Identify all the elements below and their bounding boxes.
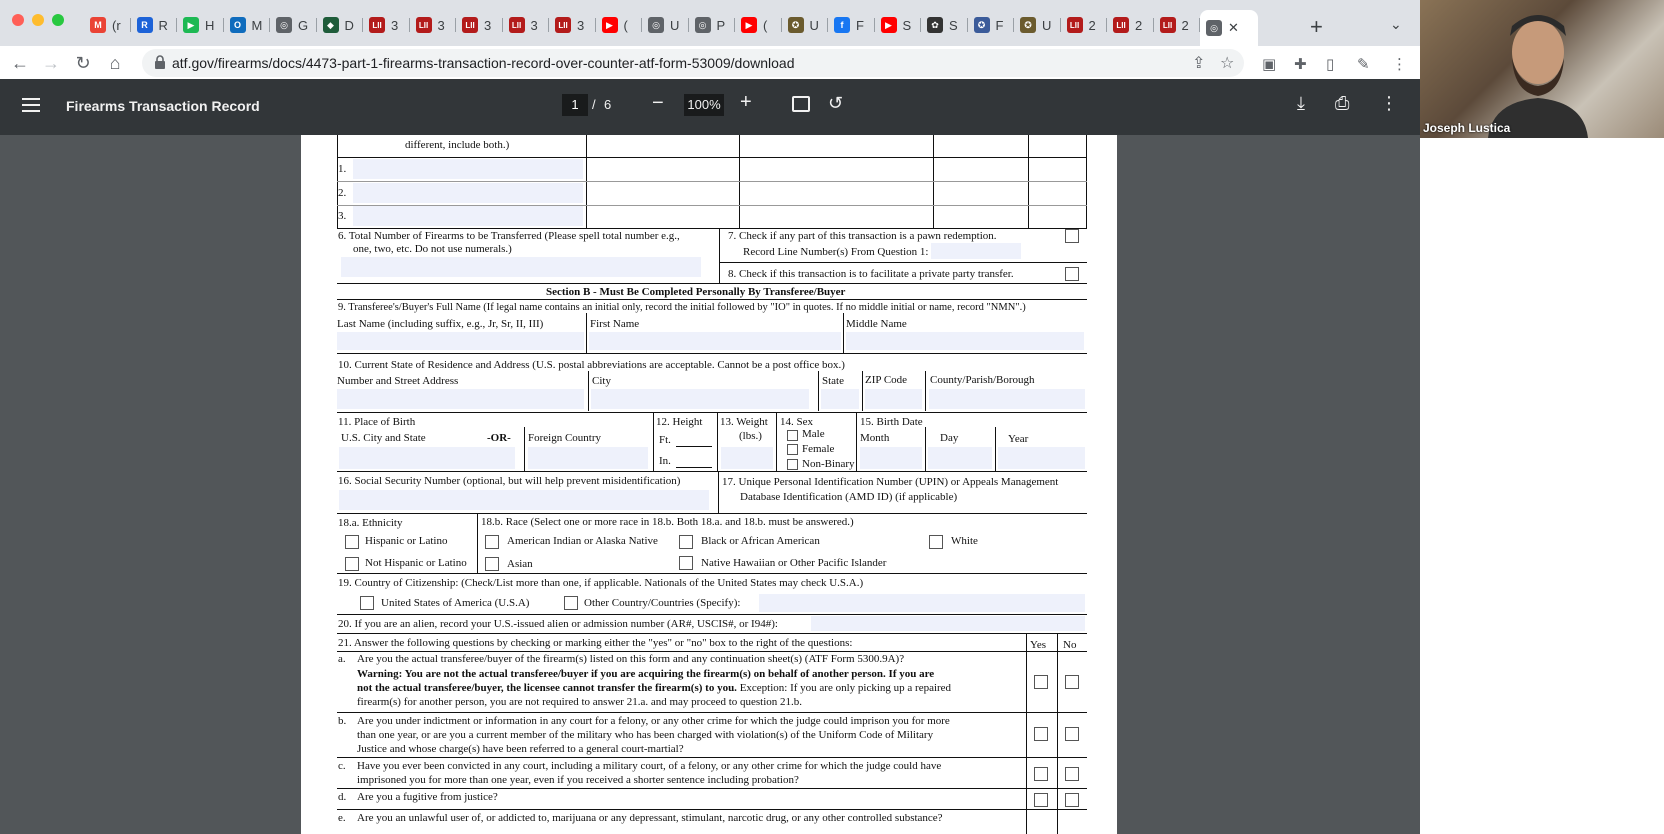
q18b-label: 18.b. Race (Select one or more race in 18.b. Both 18.a. and 18.b. must be answered.) xyxy=(481,516,854,528)
row-label: 3. xyxy=(338,210,347,222)
active-browser-tab[interactable] xyxy=(1200,10,1258,46)
lii-icon: LII xyxy=(462,17,478,33)
extension-icon[interactable]: ▣ xyxy=(1262,56,1277,73)
race-option-label: Black or African American xyxy=(701,535,820,547)
race-pacific-islander-checkbox[interactable] xyxy=(679,556,693,570)
seal-icon: ✪ xyxy=(1020,17,1036,33)
q7-record-line-field[interactable] xyxy=(931,243,1021,259)
race-option-label: Asian xyxy=(507,558,533,570)
race-option-label: American Indian or Alaska Native xyxy=(507,535,658,547)
q21a-yes-checkbox[interactable] xyxy=(1034,675,1048,689)
bookmark-star-icon[interactable]: ☆ xyxy=(1220,55,1235,72)
q21d-letter: d. xyxy=(338,791,347,803)
globe-icon: ◎ xyxy=(648,17,664,33)
tab-title: U xyxy=(1042,17,1052,33)
tab-title: S xyxy=(949,17,958,33)
youtube-icon: ▶ xyxy=(881,17,897,33)
document-title: Firearms Transaction Record xyxy=(66,98,260,114)
new-tab-button[interactable]: + xyxy=(1310,14,1323,39)
q19-usa-label: United States of America (U.S.A) xyxy=(381,597,530,609)
browser-window xyxy=(0,0,1420,79)
side-pane xyxy=(1420,138,1664,834)
section-b-heading: Section B - Must Be Completed Personally By Transferee/Buyer xyxy=(546,286,846,298)
browser-tab[interactable] xyxy=(782,10,829,40)
q6-label: 6. Total Number of Firearms to be Transferred (Please spell total number e.g., xyxy=(338,230,680,242)
row-label: 2. xyxy=(338,187,347,199)
tab-title: H xyxy=(205,17,215,33)
row-label: 1. xyxy=(338,163,347,175)
sex-option-label: Non-Binary xyxy=(802,458,855,470)
first-name-field[interactable] xyxy=(589,332,841,350)
tab-title: 3 xyxy=(391,17,399,33)
puzzle-icon[interactable]: ✚ xyxy=(1294,56,1307,73)
q21a-warning: Warning: You are not the actual transferee/buyer if you are acquiring the firearm(s) on behalf of another person. If you are xyxy=(357,668,935,680)
q21a-warning-bold: not the actual transferee/buyer, the licensee cannot transfer the firearm(s) to you. xyxy=(357,682,737,694)
browser-tab[interactable] xyxy=(177,10,224,40)
q21e-text: Are you an unlawful user of, or addicted to, marijuana or any depressant, stimulant, narcotic drug, or any other controlled substance? xyxy=(357,812,943,824)
q21b-text: Are you under indictment or information in any court for a felony, or any other crime for which the judge could imprison you for more xyxy=(357,715,950,727)
q21c-no-checkbox[interactable] xyxy=(1065,767,1079,781)
ethnicity-option-label: Not Hispanic or Latino xyxy=(365,557,467,569)
browser-tab[interactable] xyxy=(317,10,364,40)
browser-tab[interactable] xyxy=(84,10,131,40)
minimize-window-button[interactable] xyxy=(32,14,44,26)
q21b-text-3: Justice and whose charge(s) have been referred to a general court-martial? xyxy=(357,743,684,755)
eyedropper-icon[interactable]: ✎ xyxy=(1357,56,1370,73)
tab-title: G xyxy=(298,17,309,33)
browser-tab[interactable] xyxy=(1107,10,1154,40)
q8-label: 8. Check if this transaction is to facilitate a private party transfer. xyxy=(728,268,1014,280)
tab-title: ( xyxy=(763,17,768,33)
browser-tab[interactable] xyxy=(456,10,503,40)
forward-icon[interactable]: → xyxy=(42,53,60,73)
q9-middle-label: Middle Name xyxy=(846,318,907,330)
q21a-text: Are you the actual transferee/buyer of the firearm(s) listed on this form and any continuation sheet(s) (ATF Form 5300.9A)? xyxy=(357,653,905,665)
lii-icon: LII xyxy=(555,17,571,33)
gmail-icon: M xyxy=(90,17,106,33)
q21d-yes-checkbox[interactable] xyxy=(1034,793,1048,807)
globe-icon: ◎ xyxy=(1206,20,1222,36)
reload-icon[interactable]: ↻ xyxy=(75,53,91,73)
birth-month-field[interactable] xyxy=(860,447,922,469)
q21c-yes-checkbox[interactable] xyxy=(1034,767,1048,781)
tab-title: D xyxy=(344,17,354,33)
other-country-field[interactable] xyxy=(759,594,1085,612)
q21a-text-4: firearm(s) for another person, you are not required to answer 21.a. and may proceed to question 21.b. xyxy=(357,696,803,708)
browser-tab[interactable] xyxy=(596,10,643,40)
q6-label-2: one, two, etc. Do not use numerals.) xyxy=(353,243,512,255)
facebook-icon: f xyxy=(834,17,850,33)
globe-icon: ◎ xyxy=(695,17,711,33)
q20-label: 20. If you are an alien, record your U.S.-issued alien or admission number (AR#, USCIS#, or I94#): xyxy=(338,618,778,630)
q15-day-label: Day xyxy=(940,432,959,444)
q21b-yes-checkbox[interactable] xyxy=(1034,727,1048,741)
close-tab-icon[interactable]: ✕ xyxy=(1228,20,1239,35)
pdf-toolbar xyxy=(0,79,1420,135)
q13-label: 13. Weight xyxy=(720,416,768,428)
tab-title: 2 xyxy=(1135,17,1143,33)
shield-icon: ◆ xyxy=(323,17,339,33)
q21e-letter: e. xyxy=(338,812,346,824)
tab-title: 3 xyxy=(577,17,585,33)
birth-city-state-field[interactable] xyxy=(339,447,515,469)
sex-option-label: Female xyxy=(802,443,835,455)
browser-tab[interactable] xyxy=(224,10,271,40)
zoom-in-button[interactable]: + xyxy=(740,91,752,113)
more-options-icon[interactable]: ⋮ xyxy=(1380,93,1398,113)
tab-title: R xyxy=(158,17,168,33)
q21d-text: Are you a fugitive from justice? xyxy=(357,791,498,803)
maximize-window-button[interactable] xyxy=(52,14,64,26)
firearm-row-2-field[interactable] xyxy=(353,183,583,203)
side-panel-icon[interactable]: ▯ xyxy=(1326,56,1335,73)
tab-strip xyxy=(0,0,1420,46)
yes-column-header: Yes xyxy=(1030,639,1047,651)
q21a-warning-2 xyxy=(357,682,951,695)
page-total: 6 xyxy=(604,97,612,112)
q9-label: 9. Transferee's/Buyer's Full Name (If legal name contains an initial only, record the initial followed by "IO" in quotes. If no middle initial or name, record "NMN".) xyxy=(338,302,1026,313)
tab-title: (r xyxy=(112,17,121,33)
firearm-row-1-field[interactable] xyxy=(353,159,583,179)
q12-ft-label: Ft. xyxy=(659,434,671,446)
q21a-letter: a. xyxy=(338,653,346,665)
birth-year-field[interactable] xyxy=(998,447,1085,469)
lii-icon: LII xyxy=(416,17,432,33)
q10-county-label: County/Parish/Borough xyxy=(930,374,1035,386)
address-bar[interactable] xyxy=(142,49,1244,77)
browser-tab[interactable] xyxy=(1154,10,1201,40)
back-icon[interactable]: ← xyxy=(11,53,29,73)
q12-in-label: In. xyxy=(659,455,671,467)
tab-title: S xyxy=(902,17,912,33)
q15-label: 15. Birth Date xyxy=(860,416,923,428)
youtube-icon: ▶ xyxy=(741,17,757,33)
browser-tab[interactable] xyxy=(735,10,782,40)
browser-tab[interactable] xyxy=(875,10,922,40)
rotate-icon[interactable]: ↺ xyxy=(828,93,844,113)
state-field[interactable] xyxy=(821,389,859,409)
browser-toolbar xyxy=(0,46,1420,79)
browser-tab[interactable] xyxy=(921,10,968,40)
q21c-text-2: imprisoned you for more than one year, even if you received a shorter sentence including probation? xyxy=(357,774,799,786)
race-black-checkbox[interactable] xyxy=(679,535,693,549)
tab-search-icon[interactable]: ⌄ xyxy=(1390,16,1402,32)
download-icon[interactable]: ⤓ xyxy=(1297,93,1305,113)
browser-tab[interactable] xyxy=(503,10,550,40)
q19-other-label: Other Country/Countries (Specify): xyxy=(584,597,741,609)
browser-tab[interactable] xyxy=(689,10,736,40)
zoom-out-button[interactable]: − xyxy=(652,92,664,114)
person-icon xyxy=(1478,6,1598,138)
q15-year-label: Year xyxy=(1008,433,1029,445)
page-number-input[interactable]: 1 xyxy=(562,94,588,116)
race-option-label: Native Hawaiian or Other Pacific Islander xyxy=(701,557,887,569)
seal-icon: ✪ xyxy=(788,17,804,33)
browser-tab[interactable] xyxy=(363,10,410,40)
q10-label: 10. Current State of Residence and Address (U.S. postal abbreviations are acceptable. Cannot be a post office box.) xyxy=(338,359,845,371)
close-window-button[interactable] xyxy=(12,14,24,26)
tab-title: U xyxy=(670,17,680,33)
q11-label: 11. Place of Birth xyxy=(338,416,416,428)
street-address-field[interactable] xyxy=(337,389,584,409)
q11-foreign-label: Foreign Country xyxy=(528,432,602,444)
lii-icon: LII xyxy=(509,17,525,33)
zoom-level-input[interactable]: 100% xyxy=(684,94,724,116)
citizenship-usa-checkbox[interactable] xyxy=(360,596,374,610)
q10-zip-label: ZIP Code xyxy=(865,374,908,386)
q21b-no-checkbox[interactable] xyxy=(1065,727,1079,741)
q21a-exception: Exception: If you are only picking up a repaired xyxy=(736,682,952,694)
tab-title: P xyxy=(716,17,726,33)
participant-name: Joseph Lustica xyxy=(1423,121,1511,135)
county-field[interactable] xyxy=(929,389,1085,409)
q12-label: 12. Height xyxy=(656,416,703,428)
sex-male-checkbox[interactable] xyxy=(787,430,798,441)
sex-option-label: Male xyxy=(802,428,825,440)
not-hispanic-checkbox[interactable] xyxy=(345,557,359,571)
q10-street-label: Number and Street Address xyxy=(337,375,459,387)
lii-icon: LII xyxy=(1113,17,1129,33)
weight-field[interactable] xyxy=(721,447,773,469)
globe-icon: ◎ xyxy=(276,17,292,33)
sex-female-checkbox[interactable] xyxy=(787,444,798,455)
q21b-letter: b. xyxy=(338,715,347,727)
lii-icon: LII xyxy=(1067,17,1083,33)
webcam-video xyxy=(1420,0,1664,138)
q17-label: 17. Unique Personal Identification Number (UPIN) or Appeals Management xyxy=(722,476,1059,488)
birth-day-field[interactable] xyxy=(928,447,992,469)
q11-or-label: -OR- xyxy=(487,432,511,444)
race-option-label: White xyxy=(951,535,978,547)
browser-tab[interactable] xyxy=(642,10,689,40)
alien-number-field[interactable] xyxy=(811,616,1085,631)
browser-tab[interactable] xyxy=(410,10,457,40)
zip-field[interactable] xyxy=(865,389,922,409)
play-icon: ▶ xyxy=(183,17,199,33)
firearm-row-3-field[interactable] xyxy=(353,206,583,226)
q7-checkbox[interactable] xyxy=(1065,229,1079,243)
sex-nonbinary-checkbox[interactable] xyxy=(787,459,798,470)
tab-title: M xyxy=(251,17,263,33)
race-american-indian-checkbox[interactable] xyxy=(485,535,499,549)
no-column-header: No xyxy=(1063,639,1077,651)
race-white-checkbox[interactable] xyxy=(929,535,943,549)
race-asian-checkbox[interactable] xyxy=(485,557,499,571)
tab-title: F xyxy=(856,17,864,33)
pdf-viewport[interactable] xyxy=(0,135,1420,834)
tab-title: F xyxy=(995,17,1004,33)
q21b-text-2: than one year, or are you a current member of the military who has been charged with violation(s) of the Uniform Code of Military xyxy=(357,729,934,741)
browser-tab[interactable] xyxy=(131,10,178,40)
q6-total-firearms-field[interactable] xyxy=(341,257,701,277)
citizenship-other-checkbox[interactable] xyxy=(564,596,578,610)
youtube-icon: ▶ xyxy=(602,17,618,33)
share-icon[interactable]: ⇪ xyxy=(1192,55,1206,72)
tab-list xyxy=(84,10,1258,40)
tab-title: 2 xyxy=(1181,17,1189,33)
print-icon[interactable]: ⎙ xyxy=(1335,93,1350,113)
browser-tab[interactable] xyxy=(549,10,596,40)
q17-label-2: Database Identification (AMD ID) (if applicable) xyxy=(740,491,958,503)
ssn-field[interactable] xyxy=(339,490,709,510)
browser-tab[interactable] xyxy=(270,10,317,40)
q21a-no-checkbox[interactable] xyxy=(1065,675,1079,689)
middle-name-field[interactable] xyxy=(846,332,1084,350)
home-icon[interactable]: ⌂ xyxy=(109,53,121,73)
fit-page-icon[interactable] xyxy=(792,96,810,112)
q11-us-label: U.S. City and State xyxy=(341,432,426,444)
q16-label: 16. Social Security Number (optional, but will help prevent misidentification) xyxy=(338,475,681,487)
tab-title: 2 xyxy=(1088,17,1096,33)
browser-tab[interactable] xyxy=(1061,10,1108,40)
tab-title: 3 xyxy=(530,17,538,33)
hispanic-checkbox[interactable] xyxy=(345,535,359,549)
q9-first-label: First Name xyxy=(590,318,640,330)
q21-label: 21. Answer the following questions by checking or marking either the "yes" or "no" box to the right of the questions: xyxy=(338,637,853,649)
menu-icon[interactable] xyxy=(22,98,40,112)
q10-state-label: State xyxy=(822,375,844,387)
city-field[interactable] xyxy=(591,389,809,409)
openai-icon: ✿ xyxy=(927,17,943,33)
tab-title: U xyxy=(809,17,819,33)
q7-label: 7. Check if any part of this transaction is a pawn redemption. xyxy=(728,230,997,242)
outlook-icon: O xyxy=(230,17,246,33)
dropbox-icon: R xyxy=(137,17,153,33)
q21c-letter: c. xyxy=(338,760,346,772)
q19-label: 19. Country of Citizenship: (Check/List more than one, if applicable. Nationals of the United States may check U.S.A.) xyxy=(338,577,864,589)
q15-month-label: Month xyxy=(860,432,890,444)
last-name-field[interactable] xyxy=(337,332,584,350)
pdf-page xyxy=(301,135,1117,834)
lii-icon: LII xyxy=(1160,17,1176,33)
q7-label-2: Record Line Number(s) From Question 1: xyxy=(743,246,929,258)
ethnicity-option-label: Hispanic or Latino xyxy=(365,535,448,547)
column-header-text: different, include both.) xyxy=(405,139,510,151)
browser-tab[interactable] xyxy=(828,10,875,40)
q14-label: 14. Sex xyxy=(780,416,813,428)
page-separator: / xyxy=(592,97,596,112)
q21d-no-checkbox[interactable] xyxy=(1065,793,1079,807)
q13-unit-label: (lbs.) xyxy=(739,430,762,442)
url-text[interactable]: atf.gov/firearms/docs/4473-part-1-firearms-transaction-record-over-counter-atf-form-53009/download xyxy=(172,55,795,71)
tab-title: 3 xyxy=(484,17,492,33)
q10-city-label: City xyxy=(592,375,611,387)
browser-tab[interactable] xyxy=(968,10,1015,40)
lii-icon: LII xyxy=(369,17,385,33)
browser-menu-icon[interactable]: ⋮ xyxy=(1392,56,1407,73)
q21c-text: Have you ever been convicted in any court, including a military court, of a felony, or any other crime for which the judge could have xyxy=(357,760,942,772)
tab-title: 3 xyxy=(437,17,445,33)
q8-checkbox[interactable] xyxy=(1065,267,1079,281)
lock-icon[interactable] xyxy=(154,55,166,69)
seal-icon: ✪ xyxy=(974,17,990,33)
tab-title: ( xyxy=(623,17,628,33)
birth-foreign-country-field[interactable] xyxy=(528,447,648,469)
q9-last-label: Last Name (including suffix, e.g., Jr, Sr, II, III) xyxy=(337,318,544,330)
browser-tab[interactable] xyxy=(1014,10,1061,40)
q18a-label: 18.a. Ethnicity xyxy=(338,517,403,529)
